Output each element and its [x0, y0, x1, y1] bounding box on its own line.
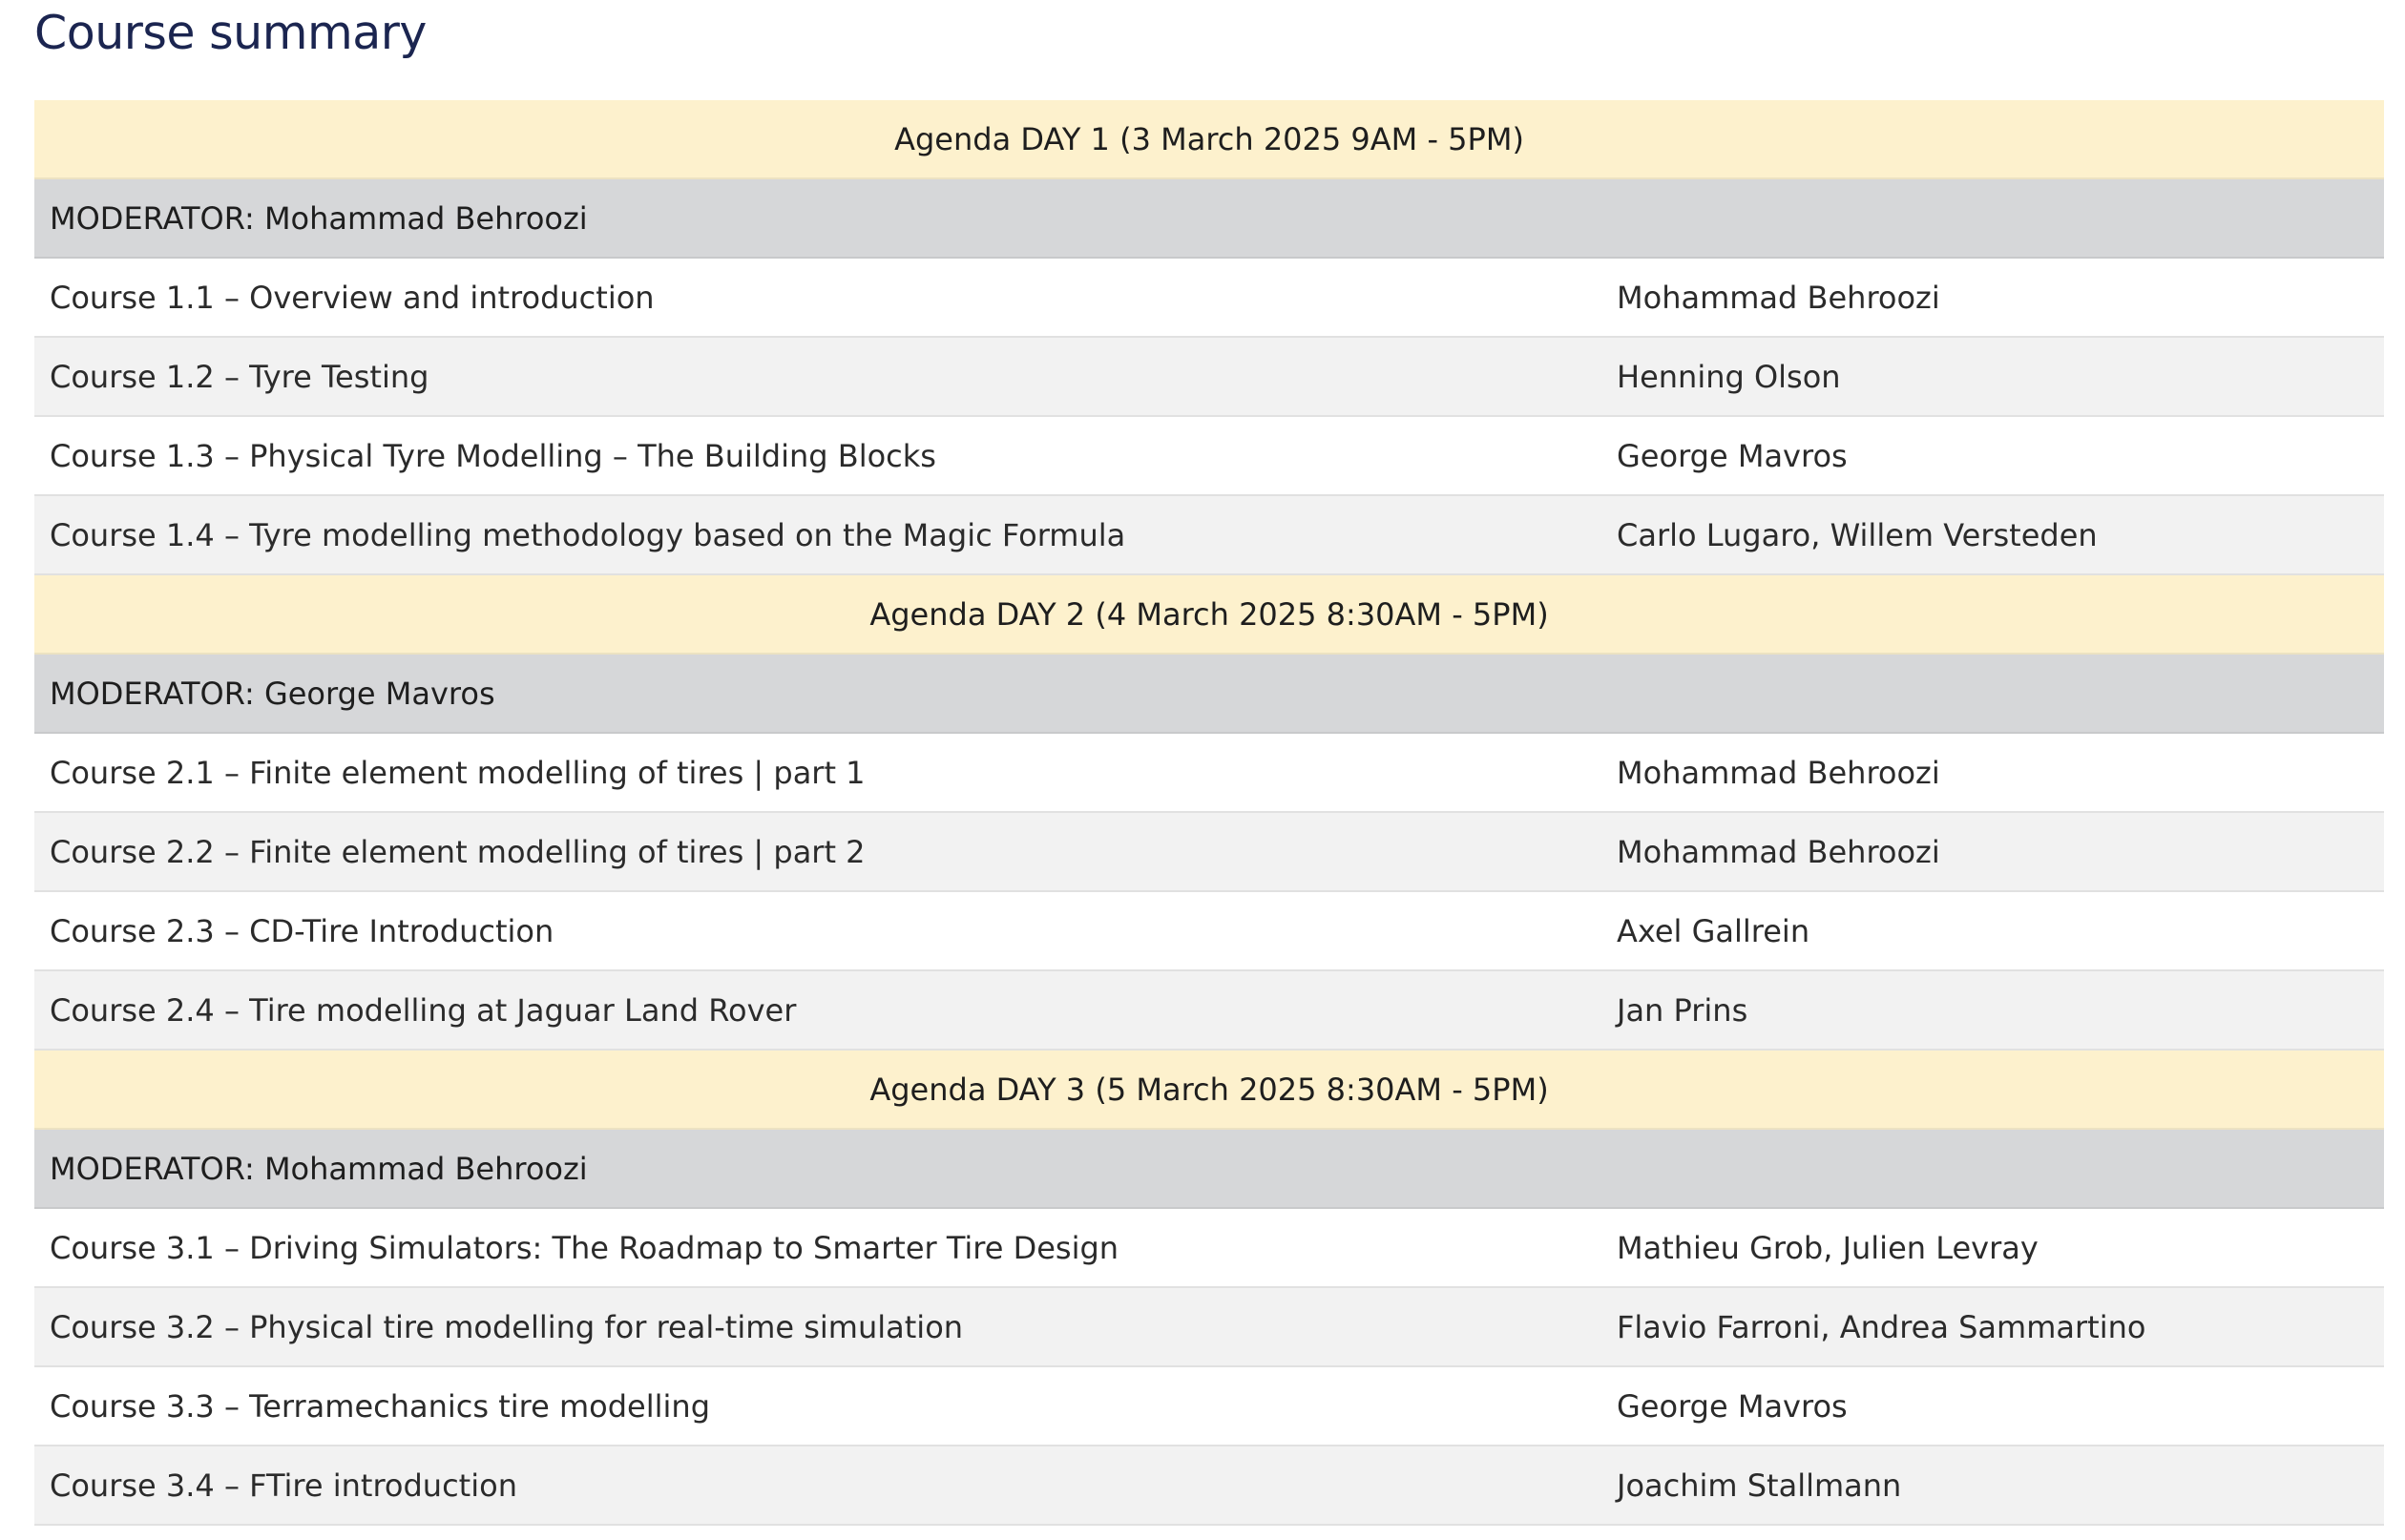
moderator-label: MODERATOR: George Mavros: [34, 654, 2384, 733]
table-row: [34, 733, 2384, 812]
day-header-row: [34, 100, 2384, 178]
table-row: [34, 337, 2384, 416]
moderator-row: [34, 1129, 2384, 1208]
course-speaker: Mohammad Behroozi: [1601, 733, 2384, 812]
table-row: [34, 1208, 2384, 1287]
course-speaker: Mohammad Behroozi: [1601, 258, 2384, 337]
course-speaker: Mathieu Grob, Julien Levray: [1601, 1208, 2384, 1287]
moderator-label: MODERATOR: Mohammad Behroozi: [34, 1129, 2384, 1208]
course-title: Course 3.4 – FTire introduction: [34, 1446, 1601, 1525]
day-header: Agenda DAY 2 (4 March 2025 8:30AM - 5PM): [34, 574, 2384, 654]
course-title: Course 2.4 – Tire modelling at Jaguar Land Rover: [34, 970, 1601, 1050]
course-speaker: Axel Gallrein: [1601, 891, 2384, 970]
day-header: Agenda DAY 1 (3 March 2025 9AM - 5PM): [34, 100, 2384, 178]
table-row: [34, 891, 2384, 970]
course-title: Course 1.3 – Physical Tyre Modelling – The Building Blocks: [34, 416, 1601, 495]
course-speaker: Joachim Stallmann: [1601, 1446, 2384, 1525]
page-title: Course summary: [34, 6, 427, 60]
course-title: Course 3.3 – Terramechanics tire modelling: [34, 1366, 1601, 1446]
table-row: [34, 495, 2384, 574]
moderator-label: MODERATOR: Mohammad Behroozi: [34, 178, 2384, 258]
course-speaker: George Mavros: [1601, 416, 2384, 495]
course-speaker: George Mavros: [1601, 1366, 2384, 1446]
course-title: Course 3.1 – Driving Simulators: The Roadmap to Smarter Tire Design: [34, 1208, 1601, 1287]
table-row: [34, 416, 2384, 495]
course-speaker: Flavio Farroni, Andrea Sammartino: [1601, 1287, 2384, 1366]
course-speaker: Carlo Lugaro, Willem Versteden: [1601, 495, 2384, 574]
course-speaker: Mohammad Behroozi: [1601, 812, 2384, 891]
table-row: [34, 970, 2384, 1050]
course-title: Course 1.1 – Overview and introduction: [34, 258, 1601, 337]
day-header-row: [34, 574, 2384, 654]
course-title: Course 1.4 – Tyre modelling methodology based on the Magic Formula: [34, 495, 1601, 574]
table-row: [34, 258, 2384, 337]
course-speaker: Henning Olson: [1601, 337, 2384, 416]
course-title: Course 1.2 – Tyre Testing: [34, 337, 1601, 416]
course-title: Course 2.3 – CD-Tire Introduction: [34, 891, 1601, 970]
table-row: [34, 1446, 2384, 1525]
course-title: Course 2.1 – Finite element modelling of tires | part 1: [34, 733, 1601, 812]
course-title: Course 3.2 – Physical tire modelling for real-time simulation: [34, 1287, 1601, 1366]
course-title: Course 2.2 – Finite element modelling of tires | part 2: [34, 812, 1601, 891]
day-header: Agenda DAY 3 (5 March 2025 8:30AM - 5PM): [34, 1050, 2384, 1129]
table-row: [34, 812, 2384, 891]
day-header-row: [34, 1050, 2384, 1129]
course-summary-table: [34, 100, 2384, 1526]
table-row: [34, 1366, 2384, 1446]
moderator-row: [34, 654, 2384, 733]
table-row: [34, 1287, 2384, 1366]
moderator-row: [34, 178, 2384, 258]
course-speaker: Jan Prins: [1601, 970, 2384, 1050]
